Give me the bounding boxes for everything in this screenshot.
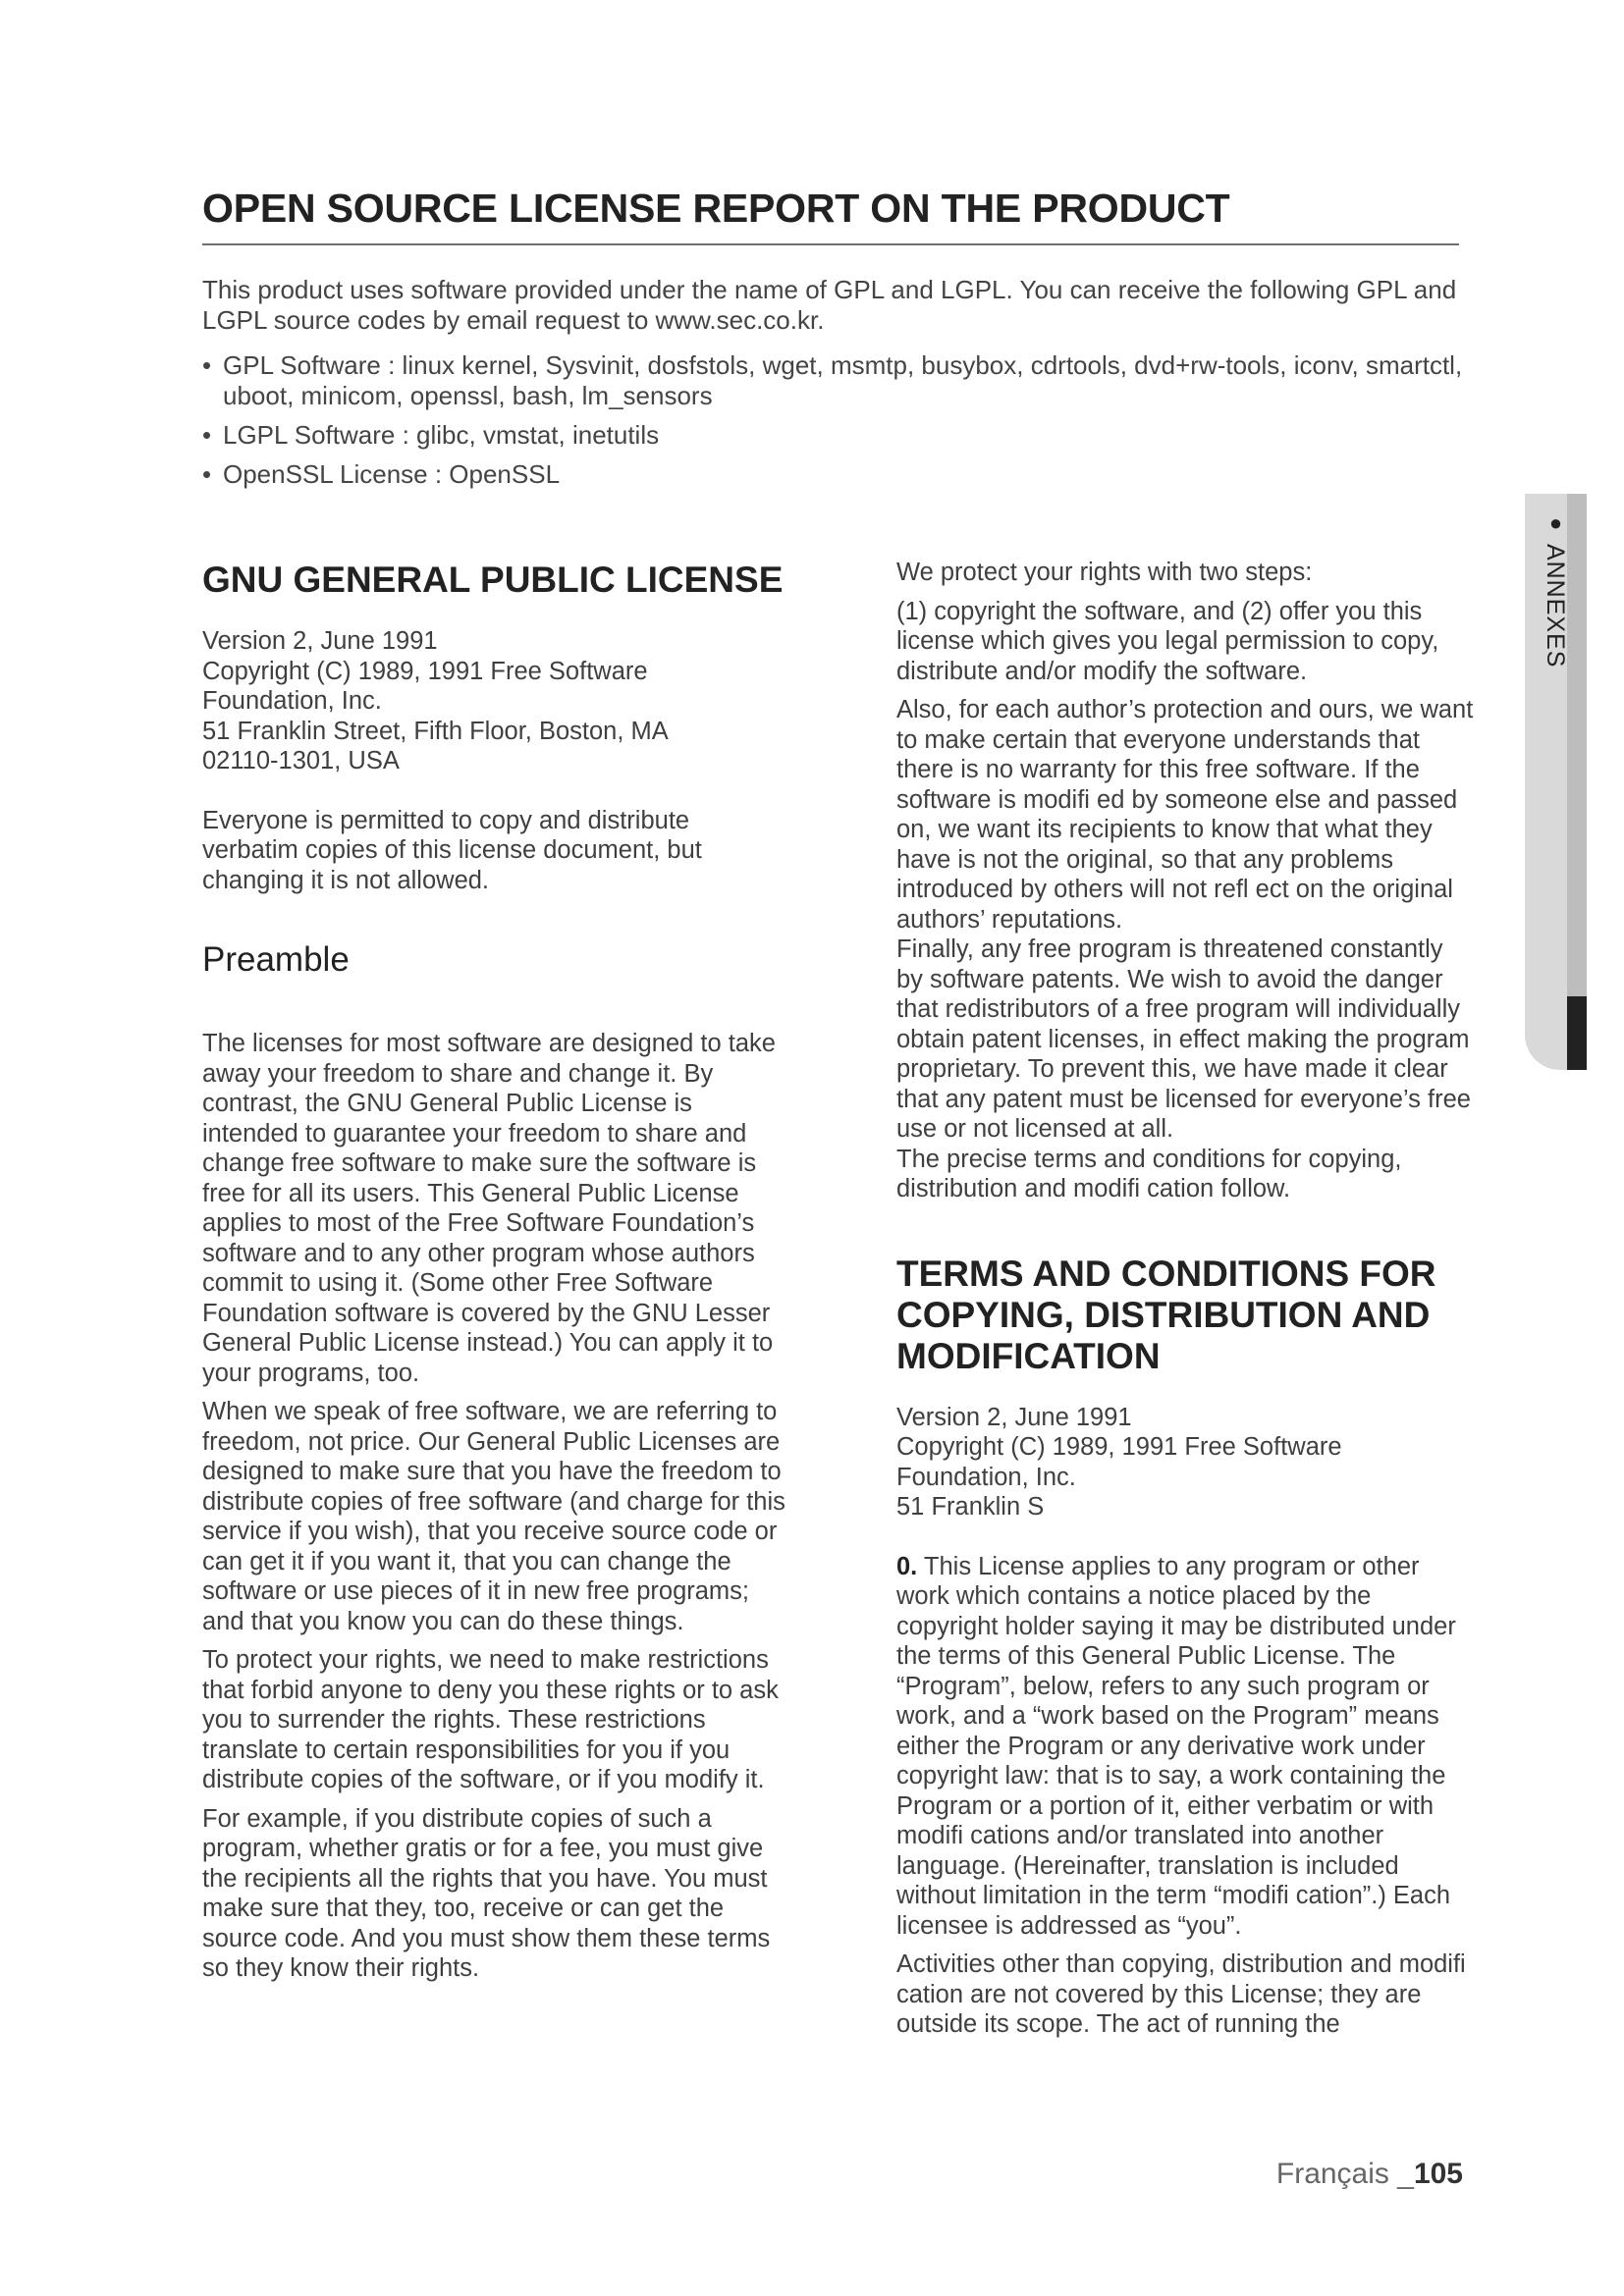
version-line: Copyright (C) 1989, 1991 Free Software <box>202 657 648 685</box>
page-number: 105 <box>1413 2158 1463 2190</box>
version-line: 51 Franklin S <box>896 1493 1045 1521</box>
version-line: 51 Franklin Street, Fifth Floor, Boston, MA <box>202 717 669 745</box>
tab-bar <box>1567 494 1587 996</box>
terms-version-block <box>896 1403 1476 1522</box>
bullet-icon: • <box>202 420 212 450</box>
preamble-paragraph: The licenses for most software are designed to take away your freedom to share and change it. By contrast, the GNU General Public License is intended to guarantee your freedom to share and change free software to make sure the software is free for all its users. This General Public License applies to most of the Free Software Foundation’s software and to any other program whose authors commit to using it. (Some other Free Software Foundation software is covered by the GNU Lesser General Public License instead.) You can apply it to your programs, too. <box>202 1030 776 1387</box>
bullet-icon: ● <box>1543 510 1568 536</box>
right-column <box>896 558 1476 2040</box>
preamble-paragraph: For example, if you distribute copies of such a program, whether gratis or for a fee, you must give the recipients all the rights that you have. You must make sure that they, too, receive or can get the source code. And you must show them these terms so they know their rights. <box>202 1804 771 1982</box>
rights-paragraph: We protect your rights with two steps: <box>896 559 1313 586</box>
terms-heading: TERMS AND CONDITIONS FOR COPYING, DISTRIBUTION AND MODIFICATION <box>896 1253 1436 1376</box>
version-line: Foundation, Inc. <box>896 1463 1076 1491</box>
tab-marker <box>1567 996 1587 1070</box>
title-divider <box>202 243 1459 245</box>
clause-number: 0. <box>896 1552 918 1580</box>
intro-paragraph: This product uses software provided under the name of GPL and LGPL. You can receive the following GPL and LGPL source codes by email request to www.sec.co.kr. <box>202 275 1457 335</box>
preamble-paragraph: When we speak of free software, we are referring to freedom, not price. Our General Public Licenses are designed to make sure that you have the freedom to distribute copies of free software (and charge for this service if you wish), that you receive source code or can get it if you want it, that you can change the software or use pieces of it in new free programs; and that you know you can do these things. <box>202 1398 785 1635</box>
page-title: OPEN SOURCE LICENSE REPORT ON THE PRODUCT <box>202 186 1230 231</box>
version-line: Version 2, June 1991 <box>202 627 438 655</box>
version-line: 02110-1301, USA <box>202 747 400 774</box>
clause-0-continued: Activities other than copying, distribution and modifi cation are not covered by this License; they are outside its scope. The act of running the <box>896 1950 1466 2038</box>
software-list <box>202 350 1464 499</box>
warranty-paragraph: Also, for each author’s protection and ours, we want to make certain that everyone understands that there is no warranty for this free software. If the software is modifi ed by someone else and passed on, we want its recipients to know that what they have is not the original, so that any problems introduced by others will not refl ect on the original authors’ reputations. <box>896 696 1474 934</box>
gpl-version-block <box>202 626 791 776</box>
permission-paragraph: Everyone is permitted to copy and distribute verbatim copies of this license document, but changing it is not allowed. <box>202 806 702 894</box>
patent-paragraph: Finally, any free program is threatened constantly by software patents. We wish to avoid the danger that redistributors of a free program will individually obtain patent licenses, in effect making the program proprietary. To prevent this, we have made it clear that any patent must be licensed for everyone’s free use or not licensed at all. <box>896 935 1471 1143</box>
preamble-paragraph: To protect your rights, we need to make restrictions that forbid anyone to deny you these rights or to ask you to surrender the rights. These restrictions translate to certain responsibilities for you if you distribute copies of the software, or if you modify it. <box>202 1646 779 1793</box>
list-item: • GPL Software : linux kernel, Sysvinit, dosfstols, wget, msmtp, busybox, cdrtools, dvd+rw-tools, iconv, smartctl, uboot, minicom, openssl, bash, lm_sensors <box>202 350 1463 410</box>
page-footer <box>1276 2158 1463 2191</box>
footer-language: Français _ <box>1275 2158 1414 2190</box>
clause-0: 0. This License applies to any program or other work which contains a notice placed by the copyright holder saying it may be distributed under the terms of this General Public License. The “Program”, below, refers to any such program or work, and a “work based on the Program” means either the Program or any derivative work under copyright law: that is to say, a work containing the Program or a portion of it, either verbatim or with modifi cations and/or translated into another language. (Hereinafter, translation is included without limitation in the term “modifi cation”.) Each licensee is addressed as “you”. <box>896 1552 1456 1940</box>
rights-paragraph: (1) copyright the software, and (2) offer you this license which gives you legal permission to copy, distribute and/or modify the software. <box>896 597 1439 685</box>
version-line: Version 2, June 1991 <box>896 1403 1132 1431</box>
section-tab-label: ● ANNEXES <box>1542 510 1569 668</box>
list-item: • LGPL Software : glibc, vmstat, inetutils <box>202 420 660 450</box>
left-column <box>202 560 791 1984</box>
version-line: Foundation, Inc. <box>202 687 382 715</box>
gpl-heading: GNU GENERAL PUBLIC LICENSE <box>202 560 784 600</box>
terms-intro-paragraph: The precise terms and conditions for copying, distribution and modifi cation follow. <box>896 1145 1402 1202</box>
bullet-icon: • <box>202 350 212 380</box>
preamble-heading: Preamble <box>202 940 350 979</box>
version-line: Copyright (C) 1989, 1991 Free Software <box>896 1433 1342 1461</box>
list-item: • OpenSSL License : OpenSSL <box>202 459 561 489</box>
bullet-icon: • <box>202 459 212 489</box>
